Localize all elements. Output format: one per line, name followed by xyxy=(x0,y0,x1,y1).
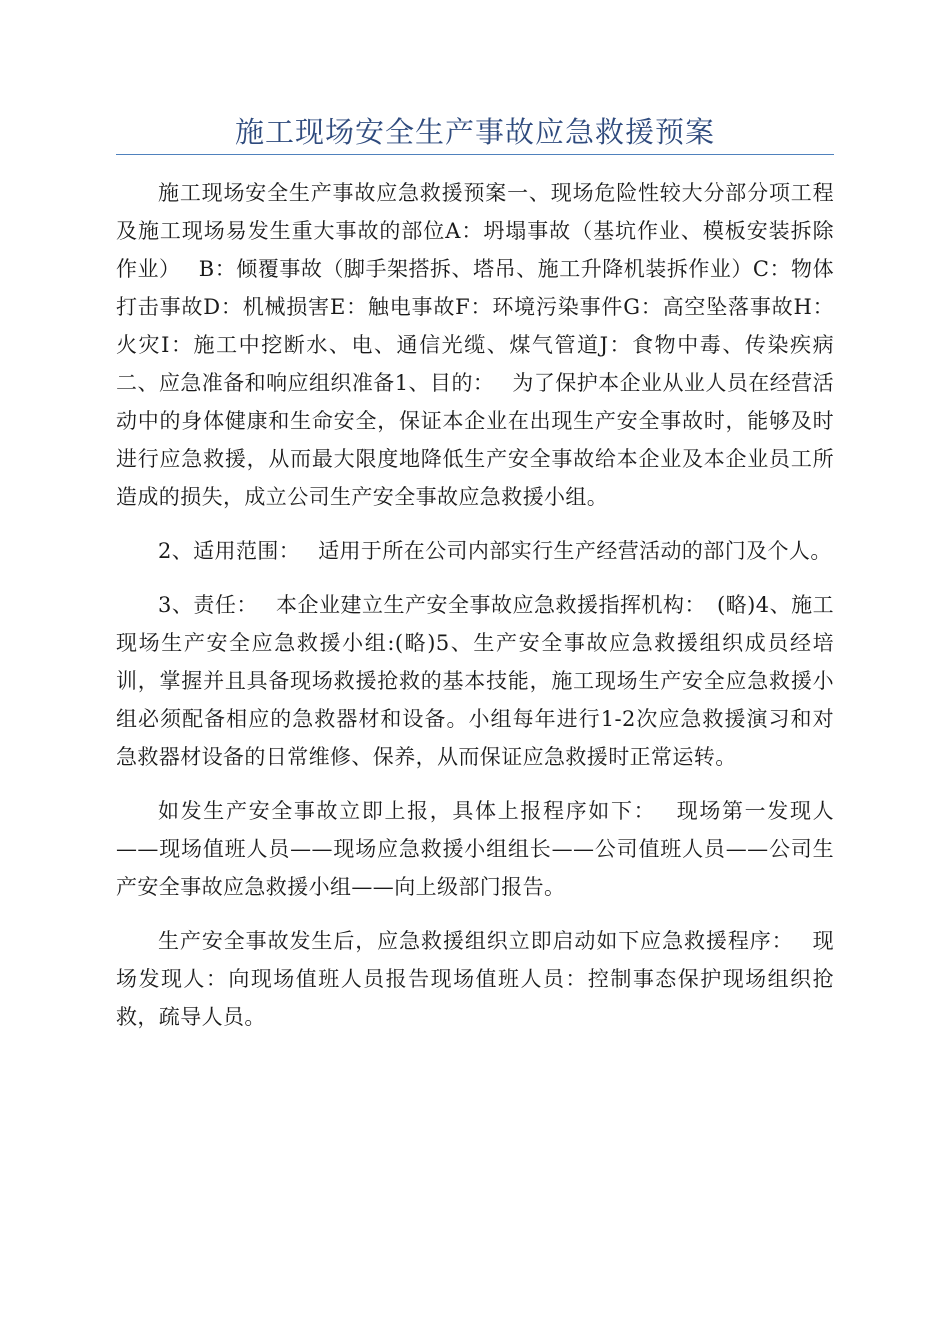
document-body xyxy=(116,174,834,1052)
paragraph-2: 2、适用范围： 适用于所在公司内部实行生产经营活动的部门及个人。 xyxy=(158,539,832,563)
paragraph-1: 施工现场安全生产事故应急救援预案一、现场危险性较大分部分项工程及施工现场易发生重大事故的部位A：坍塌事故（基坑作业、模板安装拆除作业） B：倾覆事故（脚手架搭拆、塔吊、施工升降机装拆作业）C：物体打击事故D：机械损害E：触电事故F：环境污染事件G：高空坠落事故H：火灾I：施工中挖断水、电、通信光缆、煤气管道J：食物中毒、传染疾病二、应急准备和响应组织准备1、目的： 为了保护本企业从业人员在经营活动中的身体健康和生命安全，保证本企业在出现生产安全事故时，能够及时进行应急救援，从而最大限度地降低生产安全事故给本企业及本企业员工所造成的损失，成立公司生产安全事故应急救援小组。 xyxy=(116,181,834,509)
paragraph-4: 如发生产安全事故立即上报，具体上报程序如下： 现场第一发现人——现场值班人员——现场应急救援小组组长——公司值班人员——公司生产安全事故应急救援小组——向上级部门报告。 xyxy=(116,799,834,899)
title-underline xyxy=(116,154,834,155)
document-title: 施工现场安全生产事故应急救援预案 xyxy=(234,115,715,149)
paragraph-5: 生产安全事故发生后，应急救援组织立即启动如下应急救援程序： 现场发现人：向现场值班人员报告现场值班人员：控制事态保护现场组织抢救，疏导人员。 xyxy=(116,929,834,1029)
paragraph-3: 3、责任： 本企业建立生产安全事故应急救援指挥机构： (略)4、施工现场生产安全应急救援小组:(略)5、生产安全事故应急救援组织成员经培训，掌握并且具备现场救援抢救的基本技能，施工现场生产安全应急救援小组必须配备相应的急救器材和设备。小组每年进行1-2次应急救援演习和对急救器材设备的日常维修、保养，从而保证应急救援时正常运转。 xyxy=(116,593,834,769)
